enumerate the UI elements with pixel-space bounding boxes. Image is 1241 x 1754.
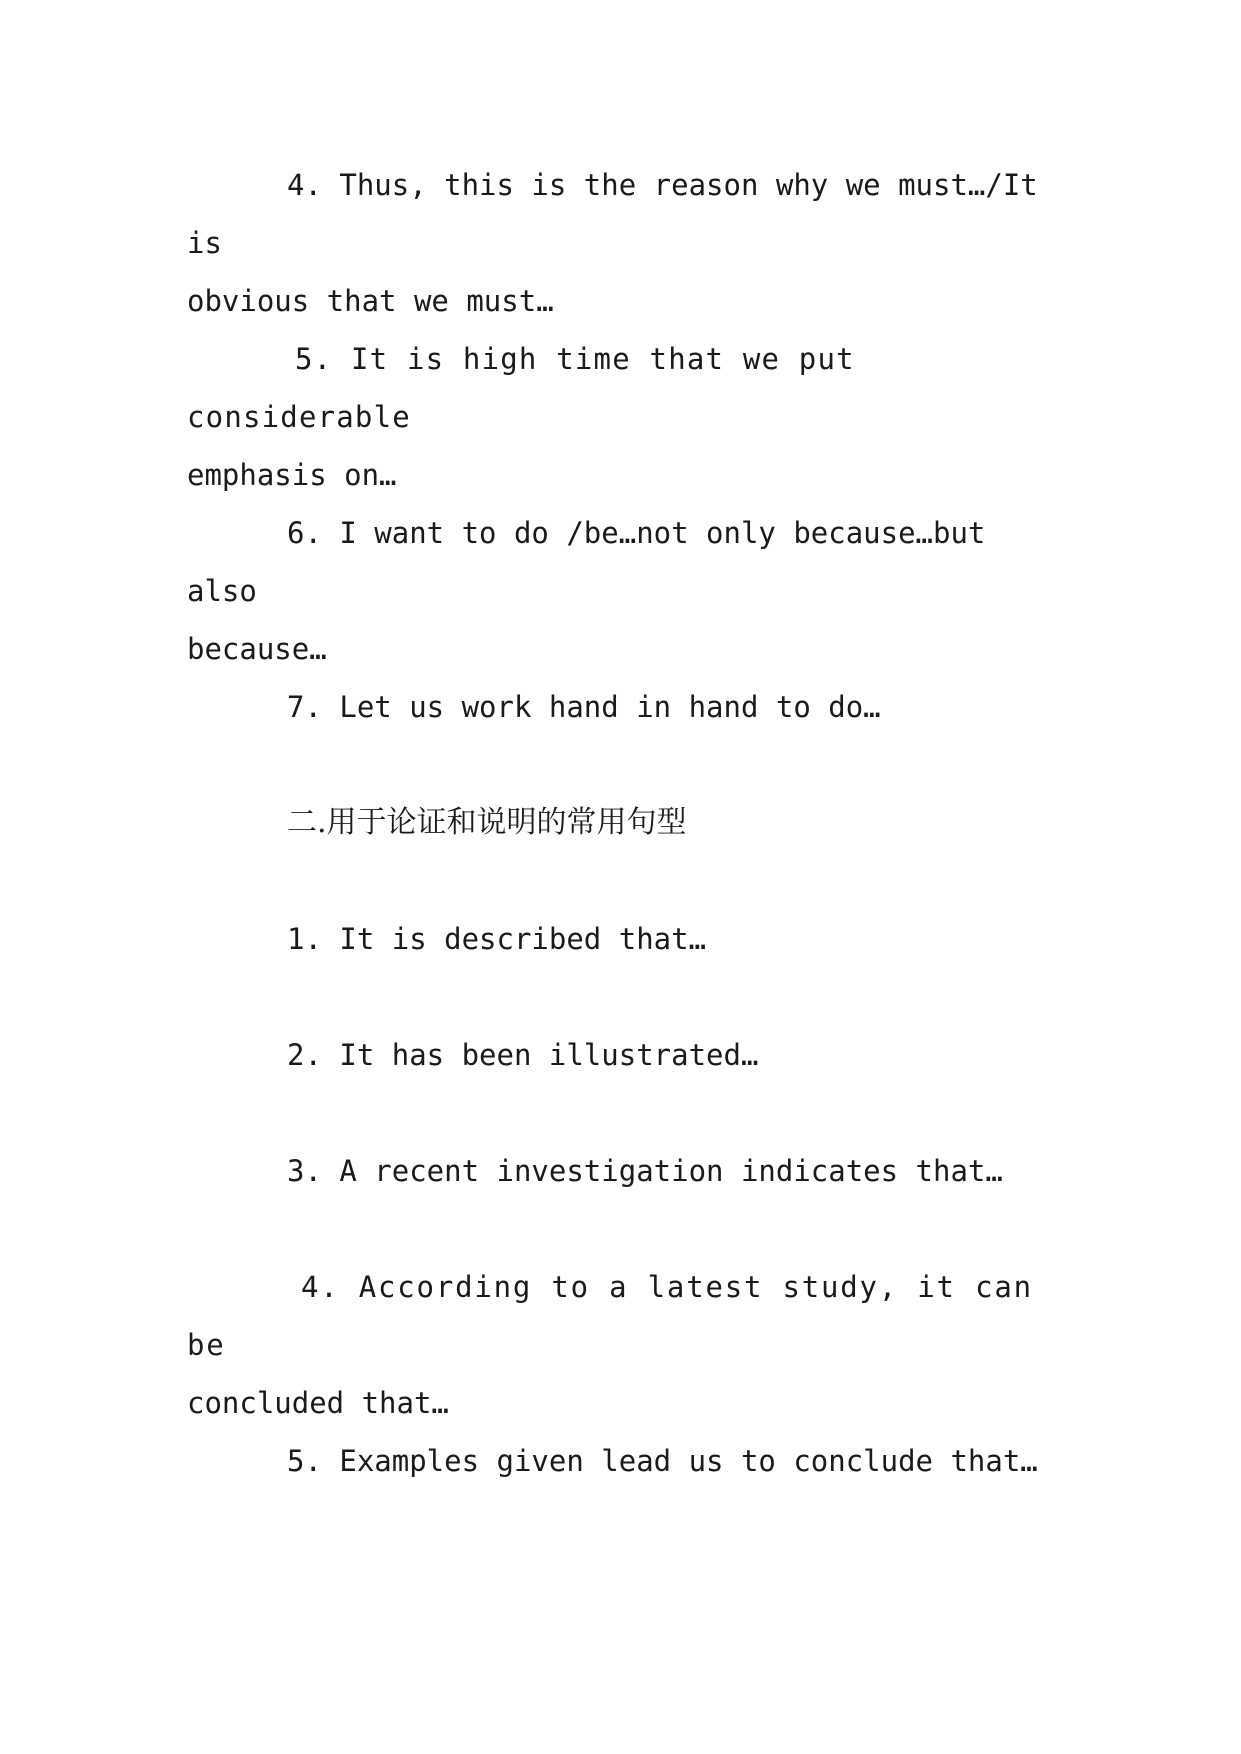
paragraph-line: because… [187, 632, 327, 666]
paragraph-line: 5. It is high time that we put considerable [187, 342, 874, 434]
paragraph-line: 7. Let us work hand in hand to do… [287, 690, 881, 724]
paragraph-line: 5. Examples given lead us to conclude that… [287, 1444, 1038, 1478]
paragraph-line: 1. It is described that… [287, 922, 707, 956]
paragraph-1-argument [187, 910, 1067, 968]
paragraph-line: 4. According to a latest study, it can be [187, 1270, 1053, 1362]
paragraph-5-argument [187, 1432, 1067, 1490]
paragraph-line: concluded that… [187, 1386, 449, 1420]
paragraph-line: 2. It has been illustrated… [287, 1038, 759, 1072]
paragraph-5-conclusion [187, 330, 1067, 504]
paragraph-line: 3. A recent investigation indicates that… [287, 1154, 1003, 1188]
paragraph-2-argument [187, 1026, 1067, 1084]
paragraph-4-conclusion [187, 156, 1067, 330]
paragraph-4-argument [187, 1258, 1067, 1432]
paragraph-6-conclusion [187, 504, 1067, 678]
paragraph-line: emphasis on… [187, 458, 397, 492]
paragraph-line: obvious that we must… [187, 284, 554, 318]
section-heading [187, 794, 1067, 852]
paragraph-line: 4. Thus, this is the reason why we must…/It is [187, 168, 1056, 260]
paragraph-7-conclusion [187, 678, 1067, 736]
section-heading-text: 二.用于论证和说明的常用句型 [287, 805, 687, 840]
paragraph-line: 6. I want to do /be…not only because…but also [187, 516, 1003, 608]
paragraph-3-argument [187, 1142, 1067, 1200]
